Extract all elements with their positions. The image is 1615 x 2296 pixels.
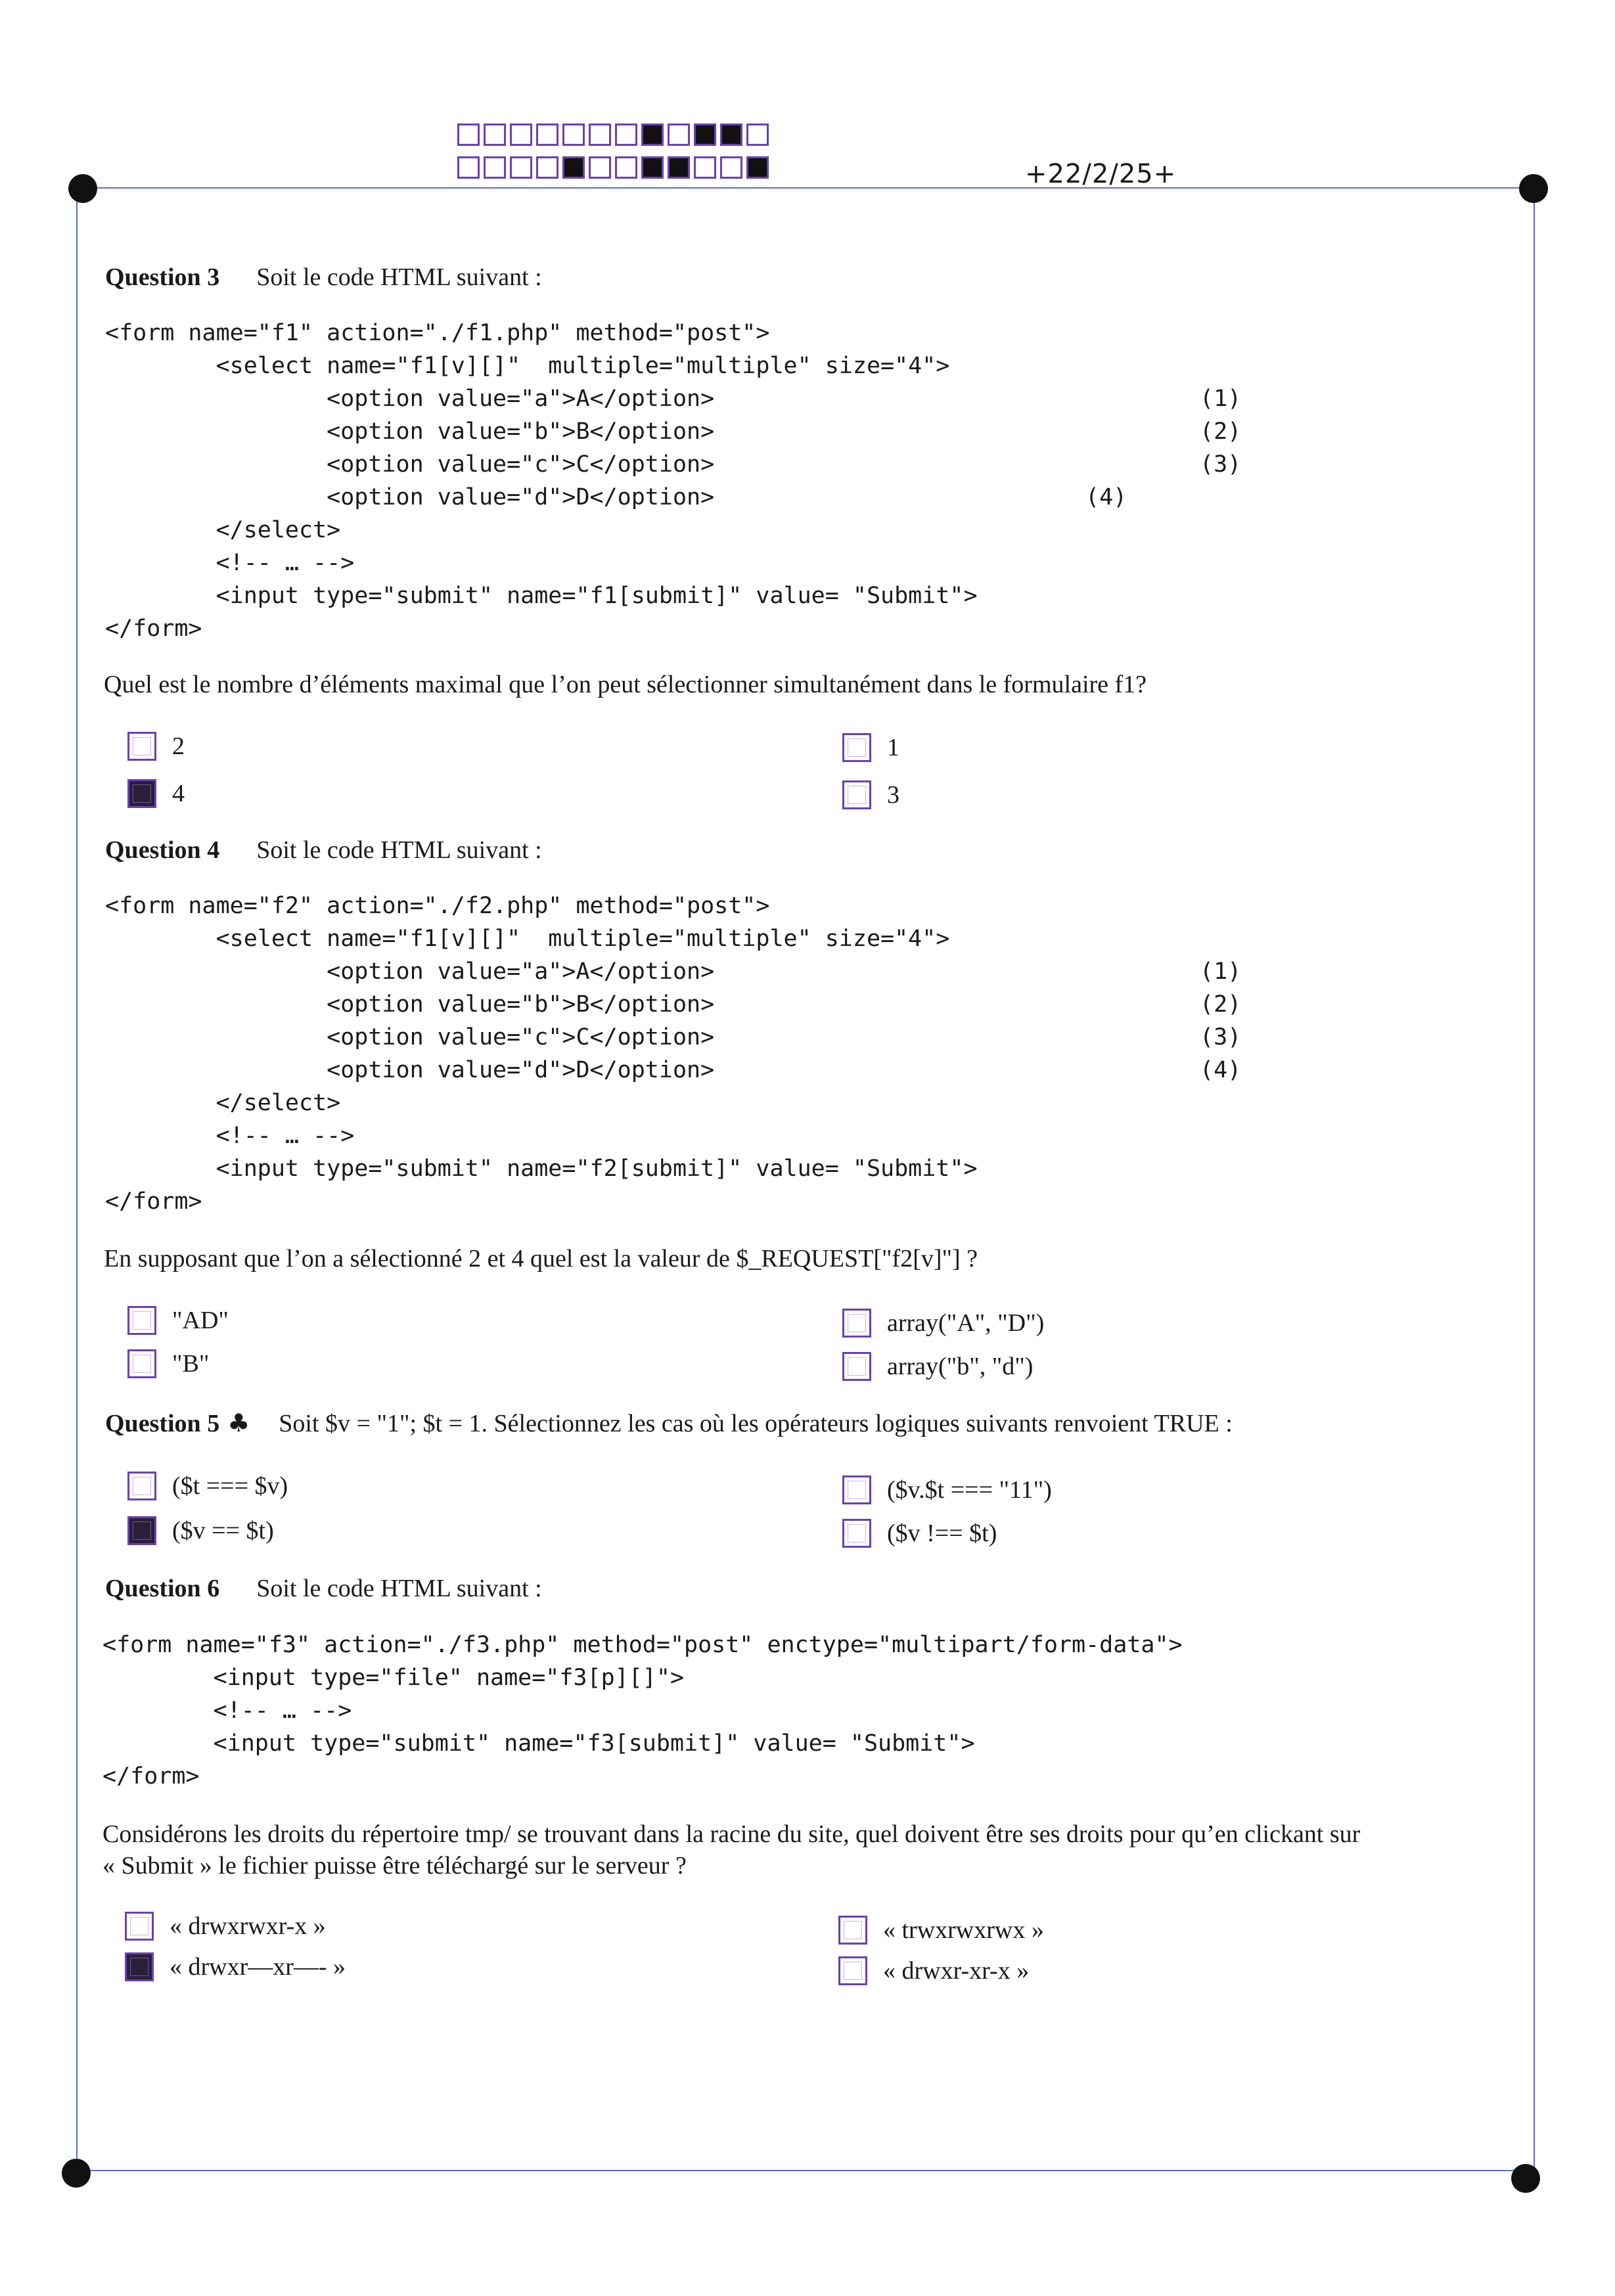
option-text: "AD" (172, 1307, 229, 1334)
question-4-heading (105, 836, 542, 865)
binary-cell-empty (720, 156, 742, 179)
option-text: ($v !== $t) (887, 1519, 997, 1547)
answer-option[interactable] (127, 1306, 229, 1335)
question-label: Question 3 (105, 263, 220, 291)
binary-code-row-2 (457, 156, 773, 179)
binary-cell-filled (562, 156, 585, 179)
question-intro: Soit le code HTML suivant : (256, 263, 542, 291)
code-line: <input type="submit" name="f3[submit]" value= "Submit"> (102, 1730, 975, 1757)
question-label: Question 4 (105, 836, 220, 864)
binary-cell-empty (457, 156, 480, 179)
checkbox[interactable] (842, 1352, 871, 1381)
club-icon: ♣ (227, 1408, 250, 1437)
binary-cell-empty (457, 124, 480, 146)
binary-cell-empty (668, 124, 690, 146)
code-line: <!-- … --> (105, 1123, 355, 1149)
code-line: <input type="file" name="f3[p][]"> (102, 1665, 685, 1691)
code-line: <input type="submit" name="f1[submit]" value= "Submit"> (105, 583, 978, 609)
question-6-heading (105, 1574, 542, 1603)
registration-mark-top-left (68, 174, 97, 203)
code-line: <option value="d">D</option> (105, 484, 715, 510)
checkbox[interactable] (842, 1519, 871, 1548)
answer-option[interactable] (842, 780, 899, 809)
option-text: « drwxrwxr-x » (170, 1912, 326, 1940)
checkbox[interactable] (842, 1475, 871, 1504)
code-line: </form> (105, 616, 202, 642)
code-line: <option value="b">B</option> (105, 418, 715, 445)
option-text: « trwxrwxrwx » (883, 1916, 1044, 1944)
checkbox-checked[interactable] (127, 1516, 156, 1545)
option-text: 4 (172, 780, 185, 807)
code-line: </form> (102, 1763, 200, 1790)
checkbox[interactable] (842, 733, 871, 762)
code-line: <!-- … --> (102, 1698, 352, 1724)
binary-code-row-1 (457, 124, 773, 146)
code-line: <option value="c">C</option> (105, 1024, 715, 1050)
binary-cell-filled (720, 124, 742, 146)
option-text: ($v.$t === "11") (887, 1476, 1052, 1504)
checkbox[interactable] (127, 732, 156, 761)
code-line: <!-- … --> (105, 550, 355, 576)
option-text: 2 (172, 732, 185, 760)
question-6-prompt-line-2: « Submit » le fichier puisse être téléchargé sur le serveur ? (102, 1852, 687, 1880)
code-line: <option value="c">C</option> (105, 451, 715, 478)
option-text: « drwxr—xr—- » (170, 1953, 346, 1981)
binary-cell-empty (589, 124, 611, 146)
code-line: <form name="f3" action="./f3.php" method="post" enctype="multipart/form-data"> (102, 1632, 1183, 1658)
code-line: </select> (105, 517, 341, 543)
line-number: (3) (1200, 451, 1242, 478)
binary-cell-empty (510, 156, 532, 179)
answer-option[interactable] (838, 1916, 1044, 1945)
option-text: array("A", "D") (887, 1309, 1045, 1337)
question-5-heading (105, 1408, 1233, 1438)
registration-mark-bottom-left (62, 2159, 91, 2188)
question-intro: Soit le code HTML suivant : (256, 1575, 542, 1602)
binary-cell-filled (668, 156, 690, 179)
binary-cell-filled (641, 124, 664, 146)
binary-cell-empty (746, 124, 769, 146)
answer-option[interactable] (127, 732, 185, 761)
line-number: (1) (1200, 386, 1242, 412)
question-3-heading (105, 263, 542, 292)
option-text: array("b", "d") (887, 1353, 1034, 1380)
answer-option[interactable] (842, 1352, 1033, 1381)
checkbox[interactable] (842, 780, 871, 809)
answer-option[interactable] (125, 1912, 326, 1941)
question-6-prompt-line-1: Considérons les droits du répertoire tmp/ se trouvant dans la racine du site, quel doivent être ses droits pour qu’en clickant sur (102, 1820, 1361, 1848)
binary-cell-filled (746, 156, 769, 179)
code-line: <option value="a">A</option> (105, 958, 715, 985)
binary-cell-empty (484, 124, 506, 146)
option-text: ($v == $t) (172, 1517, 274, 1544)
line-number: (4) (1085, 484, 1127, 510)
code-line: <input type="submit" name="f2[submit]" value= "Submit"> (105, 1156, 978, 1182)
checkbox[interactable] (838, 1956, 867, 1985)
code-line: <option value="a">A</option> (105, 386, 715, 412)
code-line: <form name="f2" action="./f2.php" method="post"> (105, 893, 770, 919)
answer-option[interactable] (125, 1952, 346, 1981)
binary-cell-empty (484, 156, 506, 179)
binary-cell-empty (536, 156, 558, 179)
answer-option[interactable] (842, 733, 899, 762)
question-4-prompt: En supposant que l’on a sélectionné 2 et 4 quel est la valeur de $_REQUEST["f2[v]"] ? (104, 1245, 978, 1272)
line-number: (4) (1200, 1057, 1242, 1083)
question-intro: Soit le code HTML suivant : (256, 836, 542, 864)
binary-cell-empty (536, 124, 558, 146)
checkbox-checked[interactable] (127, 779, 156, 808)
checkbox[interactable] (125, 1912, 154, 1941)
question-intro: Soit $v = "1"; $t = 1. Sélectionnez les cas où les opérateurs logiques suivants renvoient TRUE : (279, 1410, 1233, 1437)
registration-mark-bottom-right (1511, 2164, 1540, 2193)
answer-option[interactable] (127, 1472, 288, 1500)
checkbox[interactable] (842, 1309, 871, 1338)
line-number: (2) (1200, 418, 1242, 445)
page-code: +22/2/25+ (1025, 159, 1177, 189)
checkbox[interactable] (127, 1472, 156, 1500)
code-line: </form> (105, 1188, 202, 1215)
code-line: </select> (105, 1090, 341, 1116)
code-line: <select name="f1[v][]" multiple="multiple" size="4"> (105, 926, 950, 952)
code-line: <option value="d">D</option> (105, 1057, 715, 1083)
answer-option[interactable] (127, 1349, 209, 1378)
line-number: (2) (1200, 991, 1242, 1018)
answer-option[interactable] (842, 1309, 1044, 1338)
code-line: <form name="f1" action="./f1.php" method="post"> (105, 320, 770, 346)
registration-mark-top-right (1519, 174, 1548, 203)
binary-cell-empty (562, 124, 585, 146)
option-text: 1 (887, 734, 899, 761)
option-text: « drwxr-xr-x » (883, 1957, 1030, 1985)
checkbox[interactable] (127, 1349, 156, 1378)
checkbox[interactable] (838, 1916, 867, 1945)
checkbox-checked[interactable] (125, 1952, 154, 1981)
answer-option[interactable] (127, 779, 185, 808)
code-line: <option value="b">B</option> (105, 991, 715, 1018)
line-number: (3) (1200, 1024, 1242, 1050)
question-label: Question 6 (105, 1575, 220, 1602)
binary-cell-empty (589, 156, 611, 179)
option-text: ($t === $v) (172, 1472, 288, 1500)
binary-cell-empty (615, 124, 637, 146)
binary-cell-empty (615, 156, 637, 179)
binary-cell-filled (641, 156, 664, 179)
checkbox[interactable] (127, 1306, 156, 1335)
answer-option[interactable] (838, 1956, 1029, 1985)
answer-option[interactable] (127, 1516, 274, 1545)
option-text: "B" (172, 1350, 210, 1378)
question-3-prompt: Quel est le nombre d’éléments maximal que l’on peut sélectionner simultanément dans le formulaire f1? (104, 671, 1147, 698)
code-line: <select name="f1[v][]" multiple="multiple" size="4"> (105, 353, 950, 379)
binary-cell-empty (510, 124, 532, 146)
option-text: 3 (887, 781, 899, 809)
binary-cell-filled (694, 124, 716, 146)
question-label: Question 5 (105, 1410, 220, 1437)
answer-option[interactable] (842, 1519, 997, 1548)
line-number: (1) (1200, 958, 1242, 985)
binary-cell-empty (694, 156, 716, 179)
answer-option[interactable] (842, 1475, 1052, 1504)
